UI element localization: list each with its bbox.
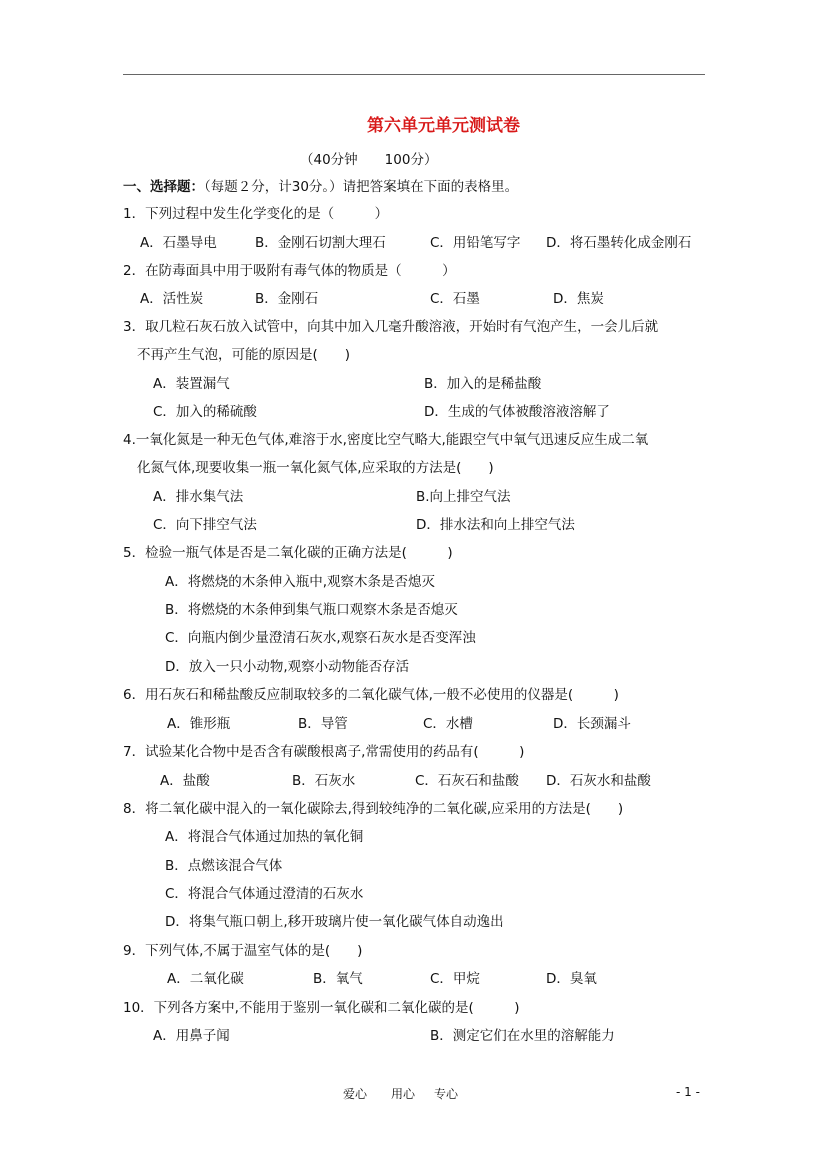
option: C．用铅笔写字 [430,235,521,251]
option: C．将混合气体通过澄清的石灰水 [165,886,364,902]
option: A．用鼻子闻 [153,1028,230,1044]
option: B．将燃烧的木条伸到集气瓶口观察木条是否熄灭 [165,602,458,618]
section-note: （每题２分，计30分。）请把答案填在下面的表格里。 [204,179,519,195]
question-stem: 4.一氧化氮是一种无色气体,难溶于水,密度比空气略大,能跟空气中氧气迅速反应生成二氧 [123,432,649,448]
option: D．焦炭 [553,291,604,307]
option: D．生成的气体被酸溶液溶解了 [424,404,610,420]
option: B．金刚石 [255,291,319,307]
option: D．石灰水和盐酸 [546,773,651,789]
question-stem-continued: 不再产生气泡，可能的原因是( ) [137,347,351,363]
question-stem: 10．下列各方案中,不能用于鉴别一氧化碳和二氧化碳的是( ) [123,1000,520,1016]
footer-slogan-1: 爱心 [343,1087,368,1101]
option: C．石墨 [430,291,480,307]
subtitle: （40分钟 100分） [300,152,438,168]
option: A．将燃烧的木条伸入瓶中,观察木条是否熄灭 [165,574,436,590]
option: B．石灰水 [292,773,356,789]
option: B．氧气 [313,971,363,987]
option: C．向瓶内倒少量澄清石灰水,观察石灰水是否变浑浊 [165,630,476,646]
page-title: 第六单元单元测试卷 [367,116,520,136]
question-stem: 8．将二氧化碳中混入的一氧化碳除去,得到较纯净的二氧化碳,应采用的方法是( ) [123,801,624,817]
question-stem: 2．在防毒面具中用于吸附有毒气体的物质是（ ） [123,263,456,279]
option: A．装置漏气 [153,376,230,392]
option: B．导管 [298,716,348,732]
option: A．石墨导电 [140,235,217,251]
question-stem: 7．试验某化合物中是否含有碳酸根离子,常需使用的药品有( ) [123,744,525,760]
option: D．放入一只小动物,观察小动物能否存活 [165,659,410,675]
question-stem: 3．取几粒石灰石放入试管中，向其中加入几毫升酸溶液，开始时有气泡产生，一会儿后就 [123,319,659,335]
question-stem: 6．用石灰石和稀盐酸反应制取较多的二氧化碳气体,一般不必使用的仪器是( ) [123,687,619,703]
question-stem-continued: 化氮气体,现要收集一瓶一氧化氮气体,应采取的方法是( ) [137,460,494,476]
option: A．排水集气法 [153,489,244,505]
option: C．石灰石和盐酸 [415,773,519,789]
option: C．加入的稀硫酸 [153,404,257,420]
option: D．排水法和向上排空气法 [416,517,575,533]
question-stem: 5．检验一瓶气体是否是二氧化碳的正确方法是( ) [123,545,453,561]
option: A．盐酸 [160,773,210,789]
option: C．水槽 [423,716,473,732]
option: D．臭氧 [546,971,597,987]
footer-slogan-2: 用心 [391,1087,416,1101]
option: B．点燃该混合气体 [165,858,283,874]
question-stem: 9．下列气体,不属于温室气体的是( ) [123,943,363,959]
page-number: - 1 - [676,1085,700,1099]
footer-slogan-3: 专心 [434,1087,459,1101]
option: A．二氧化碳 [167,971,244,987]
option: D．长颈漏斗 [553,716,631,732]
section-heading [123,177,518,197]
option: C．甲烷 [430,971,480,987]
option: D．将集气瓶口朝上,移开玻璃片使一氧化碳气体自动逸出 [165,914,504,930]
option: B．加入的是稀盐酸 [424,376,542,392]
option: D．将石墨转化成金刚石 [546,235,692,251]
option: C．向下排空气法 [153,517,257,533]
option: A．将混合气体通过加热的氧化铜 [165,829,364,845]
option: B.向上排空气法 [416,489,511,505]
section-label: 一、选择题： [123,179,204,195]
option: A．锥形瓶 [167,716,231,732]
question-stem: 1．下列过程中发生化学变化的是（ ） [123,206,389,222]
option: A．活性炭 [140,291,204,307]
option: B．测定它们在水里的溶解能力 [430,1028,615,1044]
header-rule [123,74,705,75]
option: B．金刚石切割大理石 [255,235,386,251]
